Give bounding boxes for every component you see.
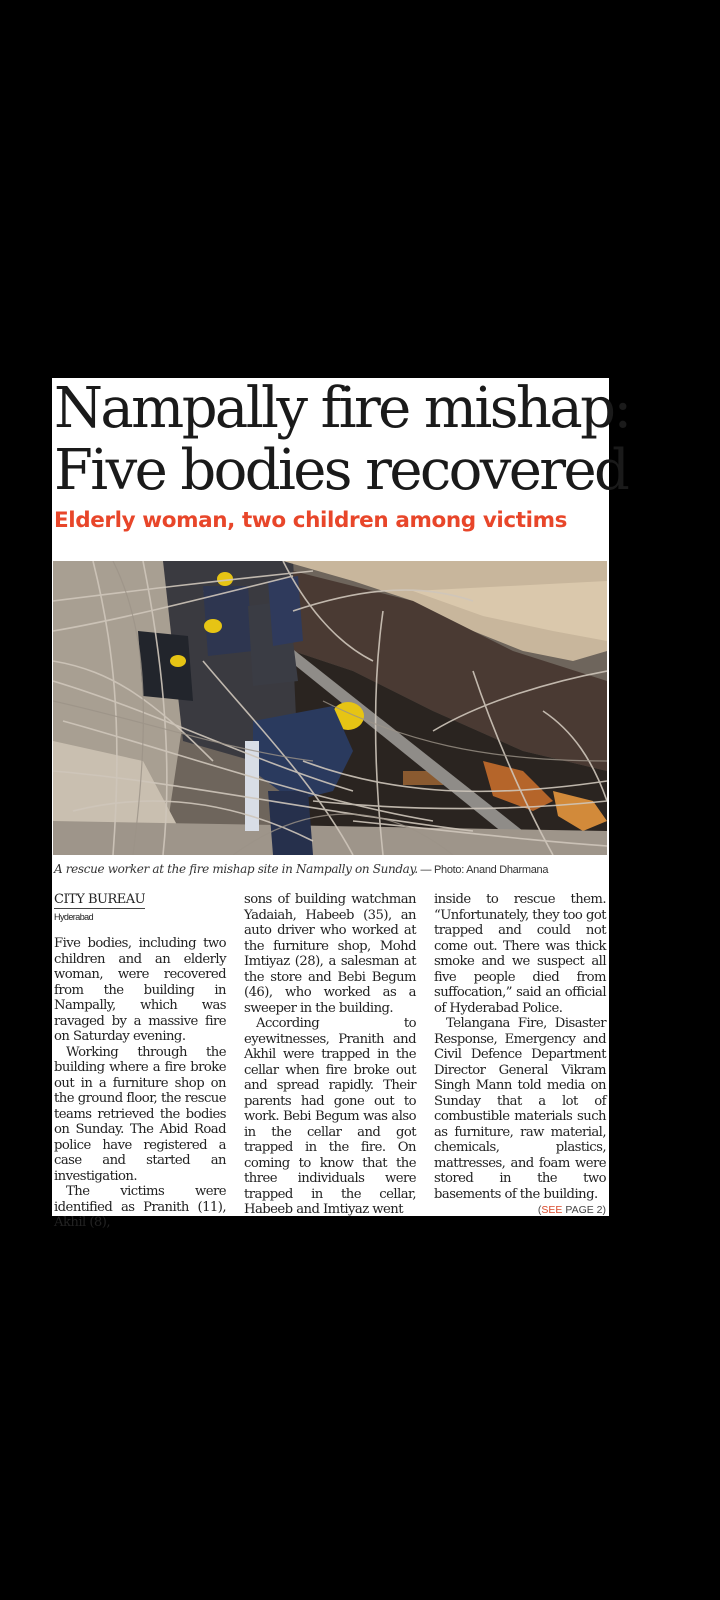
body-column-1 [54,892,226,1231]
dateline: Hyderabad [54,912,94,922]
jump-open-paren: ( [537,1204,542,1216]
paragraph: The victims were identified as Pranith (11), Akhil (8), [54,1184,226,1230]
headline [54,376,630,503]
article-body [54,892,607,1230]
news-photo [53,561,607,855]
paragraph: According to eyewitnesses, Pranith and Akhil were trapped in the cellar when fire broke out and spread rapidly. Their parents had gone out to work. Bebi Begum was also in the cellar and got trapped in the fire. On coming to know that the three individuals were trapped in the cellar, Habeeb and Imtiyaz went [244,1016,416,1217]
headline-line-1: Nampally fire mishap: [54,376,630,441]
paragraph-text: Telangana Fire, Disaster Response, Emergency and Civil Defence Department Director General Vikram Singh Mann told media on Sunday that a lot of combustible materials such as furniture, raw material, chemicals, plastics, mattresses, and foam were stored in the two basements of the building. [434,1016,606,1202]
byline: CITY BUREAU [54,892,146,907]
body-column-2 [244,892,416,1218]
paragraph [434,1016,606,1216]
see-label: SEE [541,1204,563,1216]
body-column-3 [434,892,606,1219]
jump-page-label: PAGE 2) [562,1204,606,1216]
news-article [52,376,630,1230]
photo-caption [54,861,609,878]
paragraph: inside to rescue them. “Unfortunately, they too got trapped and could not come out. There was thick smoke and we suspect all five people died from suffocation,” said an official of Hyderabad Police. [434,892,606,1016]
subheadline: Elderly woman, two children among victims [54,508,567,533]
photo-credit: — Photo: Anand Dharmana [417,864,549,876]
paragraph: Five bodies, including two children and an elderly woman, were recovered from the building in Nampally, which was ravaged by a massive fire on Saturday evening. [54,936,226,1044]
headline-line-2: Five bodies recovered [54,438,628,503]
paragraph: sons of building watchman Yadaiah, Habeeb (35), an auto driver who worked at the furniture shop, Mohd Imtiyaz (28), a salesman at the store and Bebi Begum (46), who worked as a sweeper in the building. [244,892,416,1016]
rescue-photo-illustration [53,561,607,855]
continued-on-page-link[interactable] [526,1203,606,1219]
caption-text: A rescue worker at the fire mishap site in Nampally on Sunday. [54,862,418,876]
paragraph: Working through the building where a fire broke out in a furniture shop on the ground floor, the rescue teams retrieved the bodies on Sunday. The Abid Road police have registered a case and started an investigation. [54,1044,226,1184]
